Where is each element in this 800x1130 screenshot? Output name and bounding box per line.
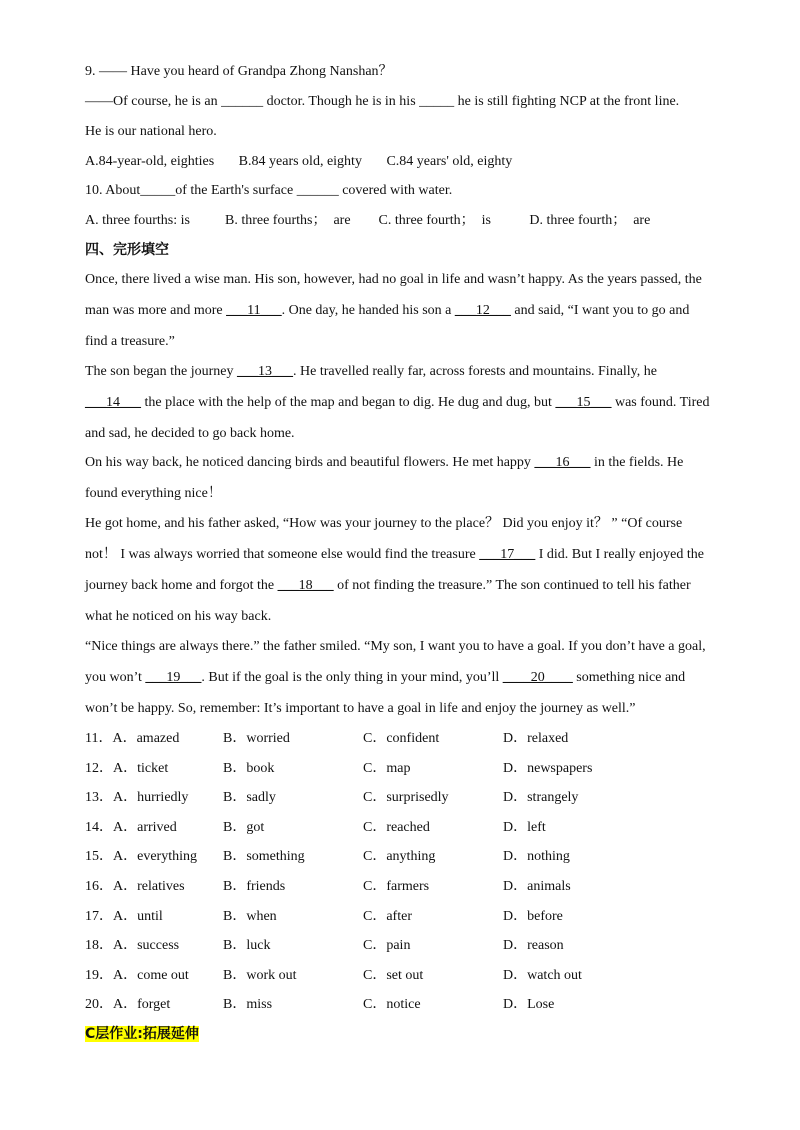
question-option-b: B．sadly [223,790,276,805]
question-row [85,788,785,808]
passage-text: I did. But I really enjoyed the [535,547,704,562]
question-option-a: 12．A．ticket [85,761,169,776]
passage-p1-line-1: Once, there lived a wise man. His son, however, had no goal in life and wasn’t happy. As the years passed, the [85,272,702,287]
q9-line-2 [85,92,679,112]
passage-text: . He travelled really far, across forests and mountains. Finally, he [293,364,657,379]
question-option-a: 14．A．arrived [85,820,177,835]
highlighted-heading: C层作业:拓展延伸 [85,1026,199,1042]
q9-options: A.84-year-old, eighties B.84 years old, eighty C.84 years' old, eighty [85,154,513,169]
question-option-d: D．left [503,820,546,835]
passage-text: and said, “I want you to go and [510,303,690,318]
passage-p1-line-3: find a treasure.” [85,334,175,349]
passage-p4-line-3 [85,576,691,596]
passage-p5-line-2 [85,668,685,688]
passage-p5-line-3: won’t be happy. So, remember: It’s important to have a goal in life and enjoy the journey as well.” [85,701,636,716]
question-row [85,877,785,897]
blank-18: ___18___ [277,578,334,593]
passage-p4-line-2 [85,545,704,565]
q10-blank-1: _____ [140,183,176,198]
passage-text: of not finding the treasure.” The son continued to tell his father [333,578,691,593]
blank-11: ___11___ [226,303,282,318]
passage-p2-line-2 [85,393,709,413]
question-option-d: D．before [503,909,563,924]
blank-14: ___14___ [85,395,141,410]
passage-text: in the fields. He [590,455,684,470]
question-row [85,818,785,838]
question-option-c: C．surprisedly [363,790,449,805]
question-row [85,759,785,779]
question-option-c: C．map [363,761,411,776]
question-option-a: 17．A．until [85,909,163,924]
question-option-b: B．work out [223,968,297,983]
question-option-d: D．watch out [503,968,582,983]
q9-text-b: doctor. Though he is in his [263,94,420,109]
q10-text-b: of the Earth's surface [175,183,297,198]
q9-blank-2: _____ [419,94,455,109]
q10-line-1 [85,181,452,201]
question-option-a: 13．A．hurriedly [85,790,189,805]
q9-text-c: he is still fighting NCP at the front line. [454,94,680,109]
q10-text-c: covered with water. [338,183,453,198]
passage-text: man was more and more [85,303,227,318]
question-row [85,966,785,986]
question-option-c: C．pain [363,938,411,953]
passage-text: . But if the goal is the only thing in your mind, you’ll [201,670,503,685]
question-option-c: C．farmers [363,879,430,894]
question-row [85,729,785,749]
question-option-b: B．friends [223,879,286,894]
passage-text: something nice and [572,670,686,685]
section-heading-extension [85,1024,199,1044]
question-row [85,847,785,867]
passage-text: you won’t [85,670,146,685]
passage-p3-line-2: found everything nice！ [85,486,222,501]
section-heading-cloze: 四、完形填空 [85,242,169,258]
q9-blank-1: ______ [221,94,264,109]
question-option-c: C．set out [363,968,424,983]
question-option-d: D．strangely [503,790,579,805]
blank-15: ___15___ [555,395,612,410]
question-option-a: 19．A．come out [85,968,189,983]
question-option-b: B．luck [223,938,271,953]
blank-12: ___12___ [454,303,511,318]
question-option-d: D．Lose [503,997,555,1012]
question-option-c: C．anything [363,849,436,864]
passage-p2-line-1 [85,362,657,382]
question-row [85,907,785,927]
passage-text: not！ I was always worried that someone else would find the treasure [85,547,480,562]
blank-19: ___19___ [145,670,202,685]
passage-p4-line-4: what he noticed on his way back. [85,609,272,624]
passage-p3-line-1 [85,453,683,473]
passage-p1-line-2 [85,301,689,321]
passage-p2-line-3: and sad, he decided to go back home. [85,426,295,441]
question-option-a: 18．A．success [85,938,180,953]
question-row [85,936,785,956]
q10-text-a: 10. About [85,183,141,198]
blank-20: ____20____ [502,670,573,685]
question-option-d: D．newspapers [503,761,593,776]
q9-text-a: ——Of course, he is an [85,94,222,109]
passage-text: The son began the journey [85,364,238,379]
passage-p4-line-1: He got home, and his father asked, “How was your journey to the place？ Did you enjoy it？ ” “Of course [85,516,683,531]
question-option-b: B．book [223,761,275,776]
blank-16: ___16___ [534,455,591,470]
q9-line-1: 9. —— Have you heard of Grandpa Zhong Nanshan？ [85,64,393,79]
passage-text: . One day, he handed his son a [281,303,455,318]
question-row [85,995,785,1015]
question-option-b: B．got [223,820,265,835]
blank-13: ___13___ [237,364,294,379]
question-option-a: 20．A．forget [85,997,171,1012]
question-option-a: 16．A．relatives [85,879,185,894]
question-option-c: C．after [363,909,412,924]
question-option-d: D．animals [503,879,571,894]
question-option-d: D．nothing [503,849,570,864]
question-option-b: B．something [223,849,305,864]
q10-blank-2: ______ [296,183,339,198]
question-option-b: B．when [223,909,277,924]
question-option-c: C．reached [363,820,430,835]
question-option-b: B．miss [223,997,273,1012]
question-option-a: 11．A．amazed [85,731,180,746]
question-option-c: C．confident [363,731,440,746]
q10-options: A. three fourths: is B. three fourths； are C. three fourth； is D. three fourth； are [85,213,651,228]
blank-17: ___17___ [479,547,536,562]
passage-text: was found. Tired [611,395,710,410]
question-option-c: C．notice [363,997,421,1012]
q9-line-3: He is our national hero. [85,124,217,139]
passage-text: the place with the help of the map and began to dig. He dug and dug, but [141,395,556,410]
question-option-d: D．relaxed [503,731,569,746]
question-option-a: 15．A．everything [85,849,197,864]
question-option-b: B．worried [223,731,290,746]
passage-p5-line-1: “Nice things are always there.” the father smiled. “My son, I want you to have a goal. If you don’t have a goal, [85,639,706,654]
passage-text: On his way back, he noticed dancing birds and beautiful flowers. He met happy [85,455,535,470]
passage-text: journey back home and forgot the [85,578,278,593]
question-option-d: D．reason [503,938,564,953]
